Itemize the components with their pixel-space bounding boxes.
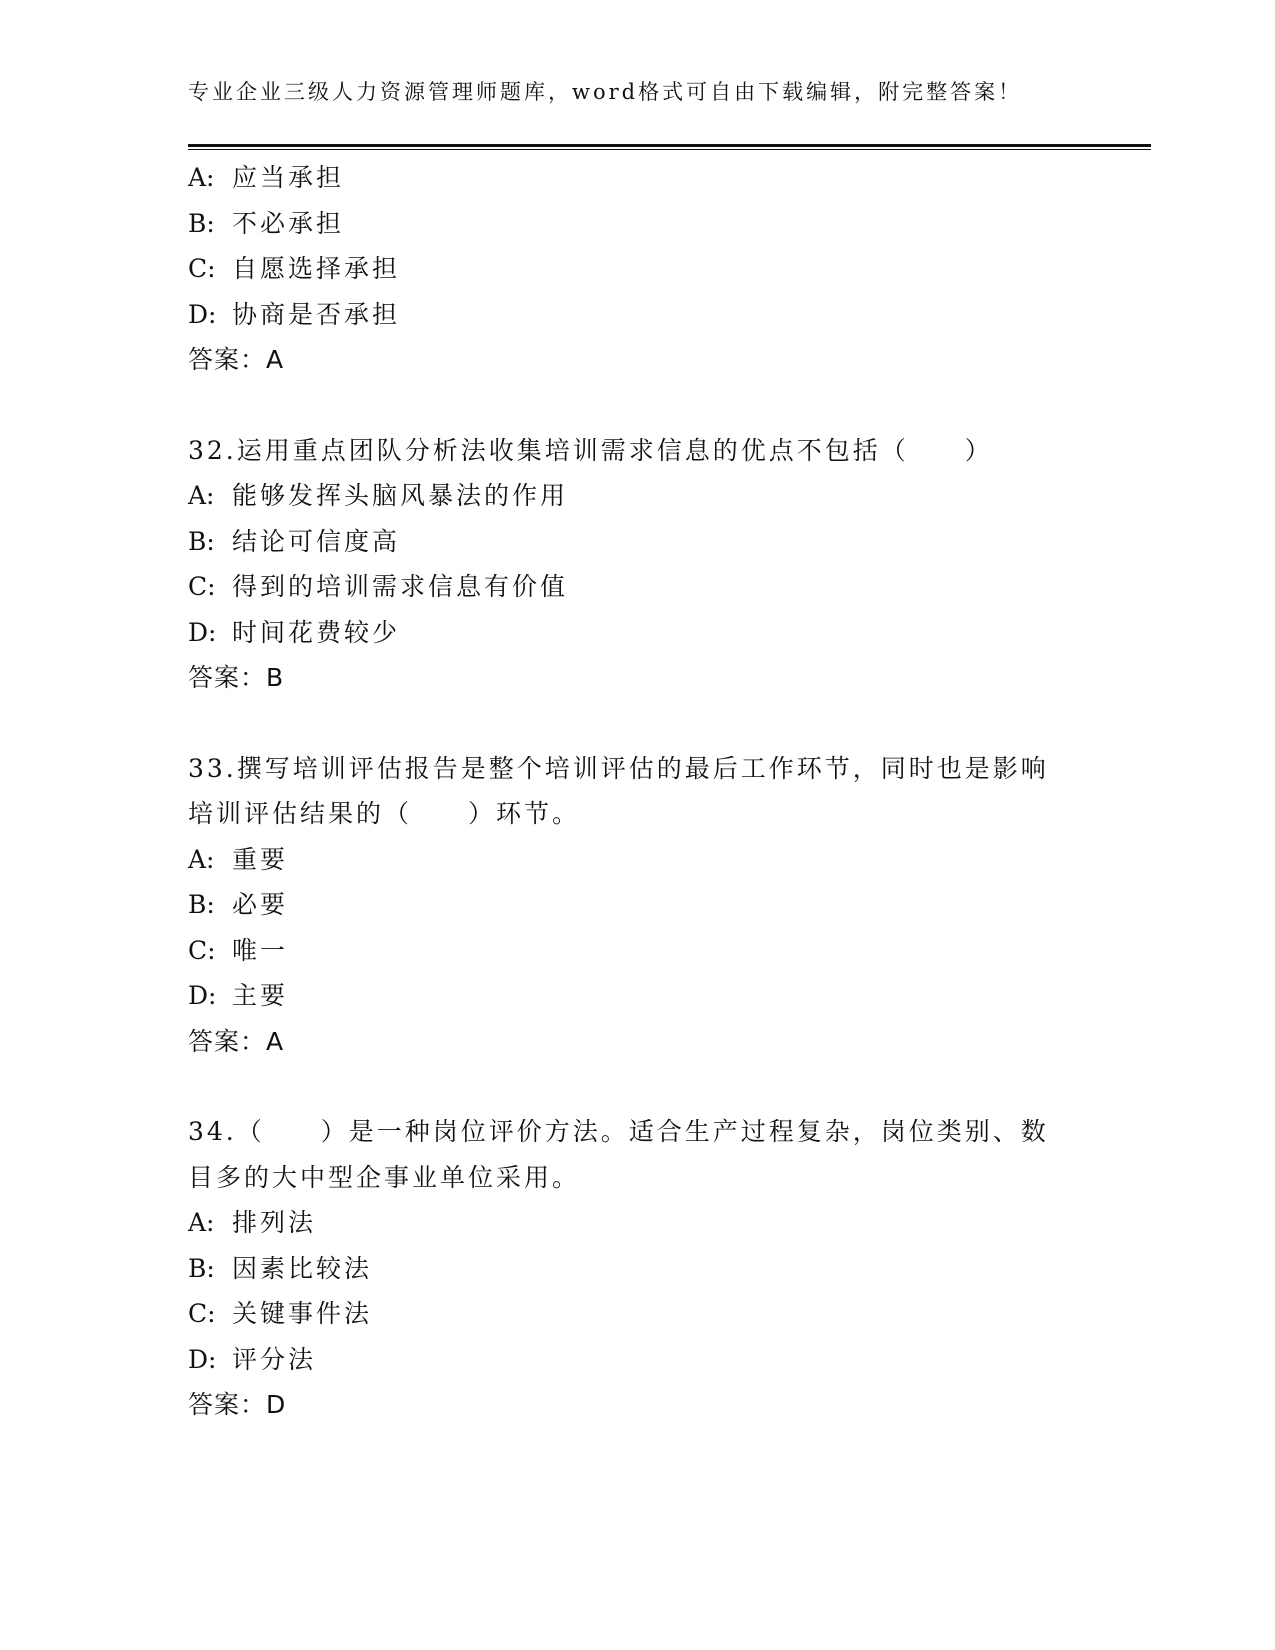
question-text-cont: 目多的大中型企事业单位采用。 — [188, 1162, 581, 1192]
answer-line: 答案：A — [188, 1026, 285, 1056]
option-c: C: 关键事件法 — [188, 1299, 373, 1328]
option-b: B: 不必承担 — [188, 208, 345, 238]
spacer — [188, 383, 1088, 428]
spacer — [188, 701, 1088, 746]
option-a: A: 能够发挥头脑风暴法的作用 — [188, 481, 569, 510]
option-d: D: 时间花费较少 — [188, 617, 401, 647]
question-33 — [188, 746, 1088, 1065]
page-header: 专业企业三级人力资源管理师题库，word格式可自由下载编辑，附完整答案！ — [188, 80, 1023, 104]
option-b: B: 结论可信度高 — [188, 526, 401, 556]
question-34 — [188, 1109, 1088, 1428]
answer-line: 答案：B — [188, 663, 285, 692]
question-text: 34.（ ）是一种岗位评价方法。适合生产过程复杂，岗位类别、数 — [188, 1117, 1049, 1146]
option-d: D: 评分法 — [188, 1344, 317, 1374]
header-divider — [188, 144, 1151, 150]
option-c: C: 唯一 — [188, 935, 289, 965]
option-a: A: 重要 — [188, 844, 289, 874]
option-a: A: 排列法 — [188, 1208, 317, 1237]
question-31-tail — [188, 155, 1088, 383]
option-c: C: 自愿选择承担 — [188, 254, 401, 283]
option-a: A: 应当承担 — [188, 163, 345, 192]
option-b: B: 因素比较法 — [188, 1253, 373, 1283]
question-list — [188, 155, 1088, 1428]
option-c: C: 得到的培训需求信息有价值 — [188, 572, 569, 601]
question-32 — [188, 428, 1088, 701]
option-b: B: 必要 — [188, 890, 289, 919]
question-text: 33.撰写培训评估报告是整个培训评估的最后工作环节，同时也是影响 — [188, 753, 1049, 783]
spacer — [188, 1064, 1088, 1109]
question-text-cont: 培训评估结果的（ ）环节。 — [188, 799, 581, 828]
question-text: 32.运用重点团队分析法收集培训需求信息的优点不包括（ ） — [188, 435, 993, 465]
option-d: D: 主要 — [188, 981, 289, 1010]
option-d: D: 协商是否承担 — [188, 299, 401, 329]
answer-line: 答案：A — [188, 345, 285, 374]
answer-line: 答案：D — [188, 1390, 287, 1419]
